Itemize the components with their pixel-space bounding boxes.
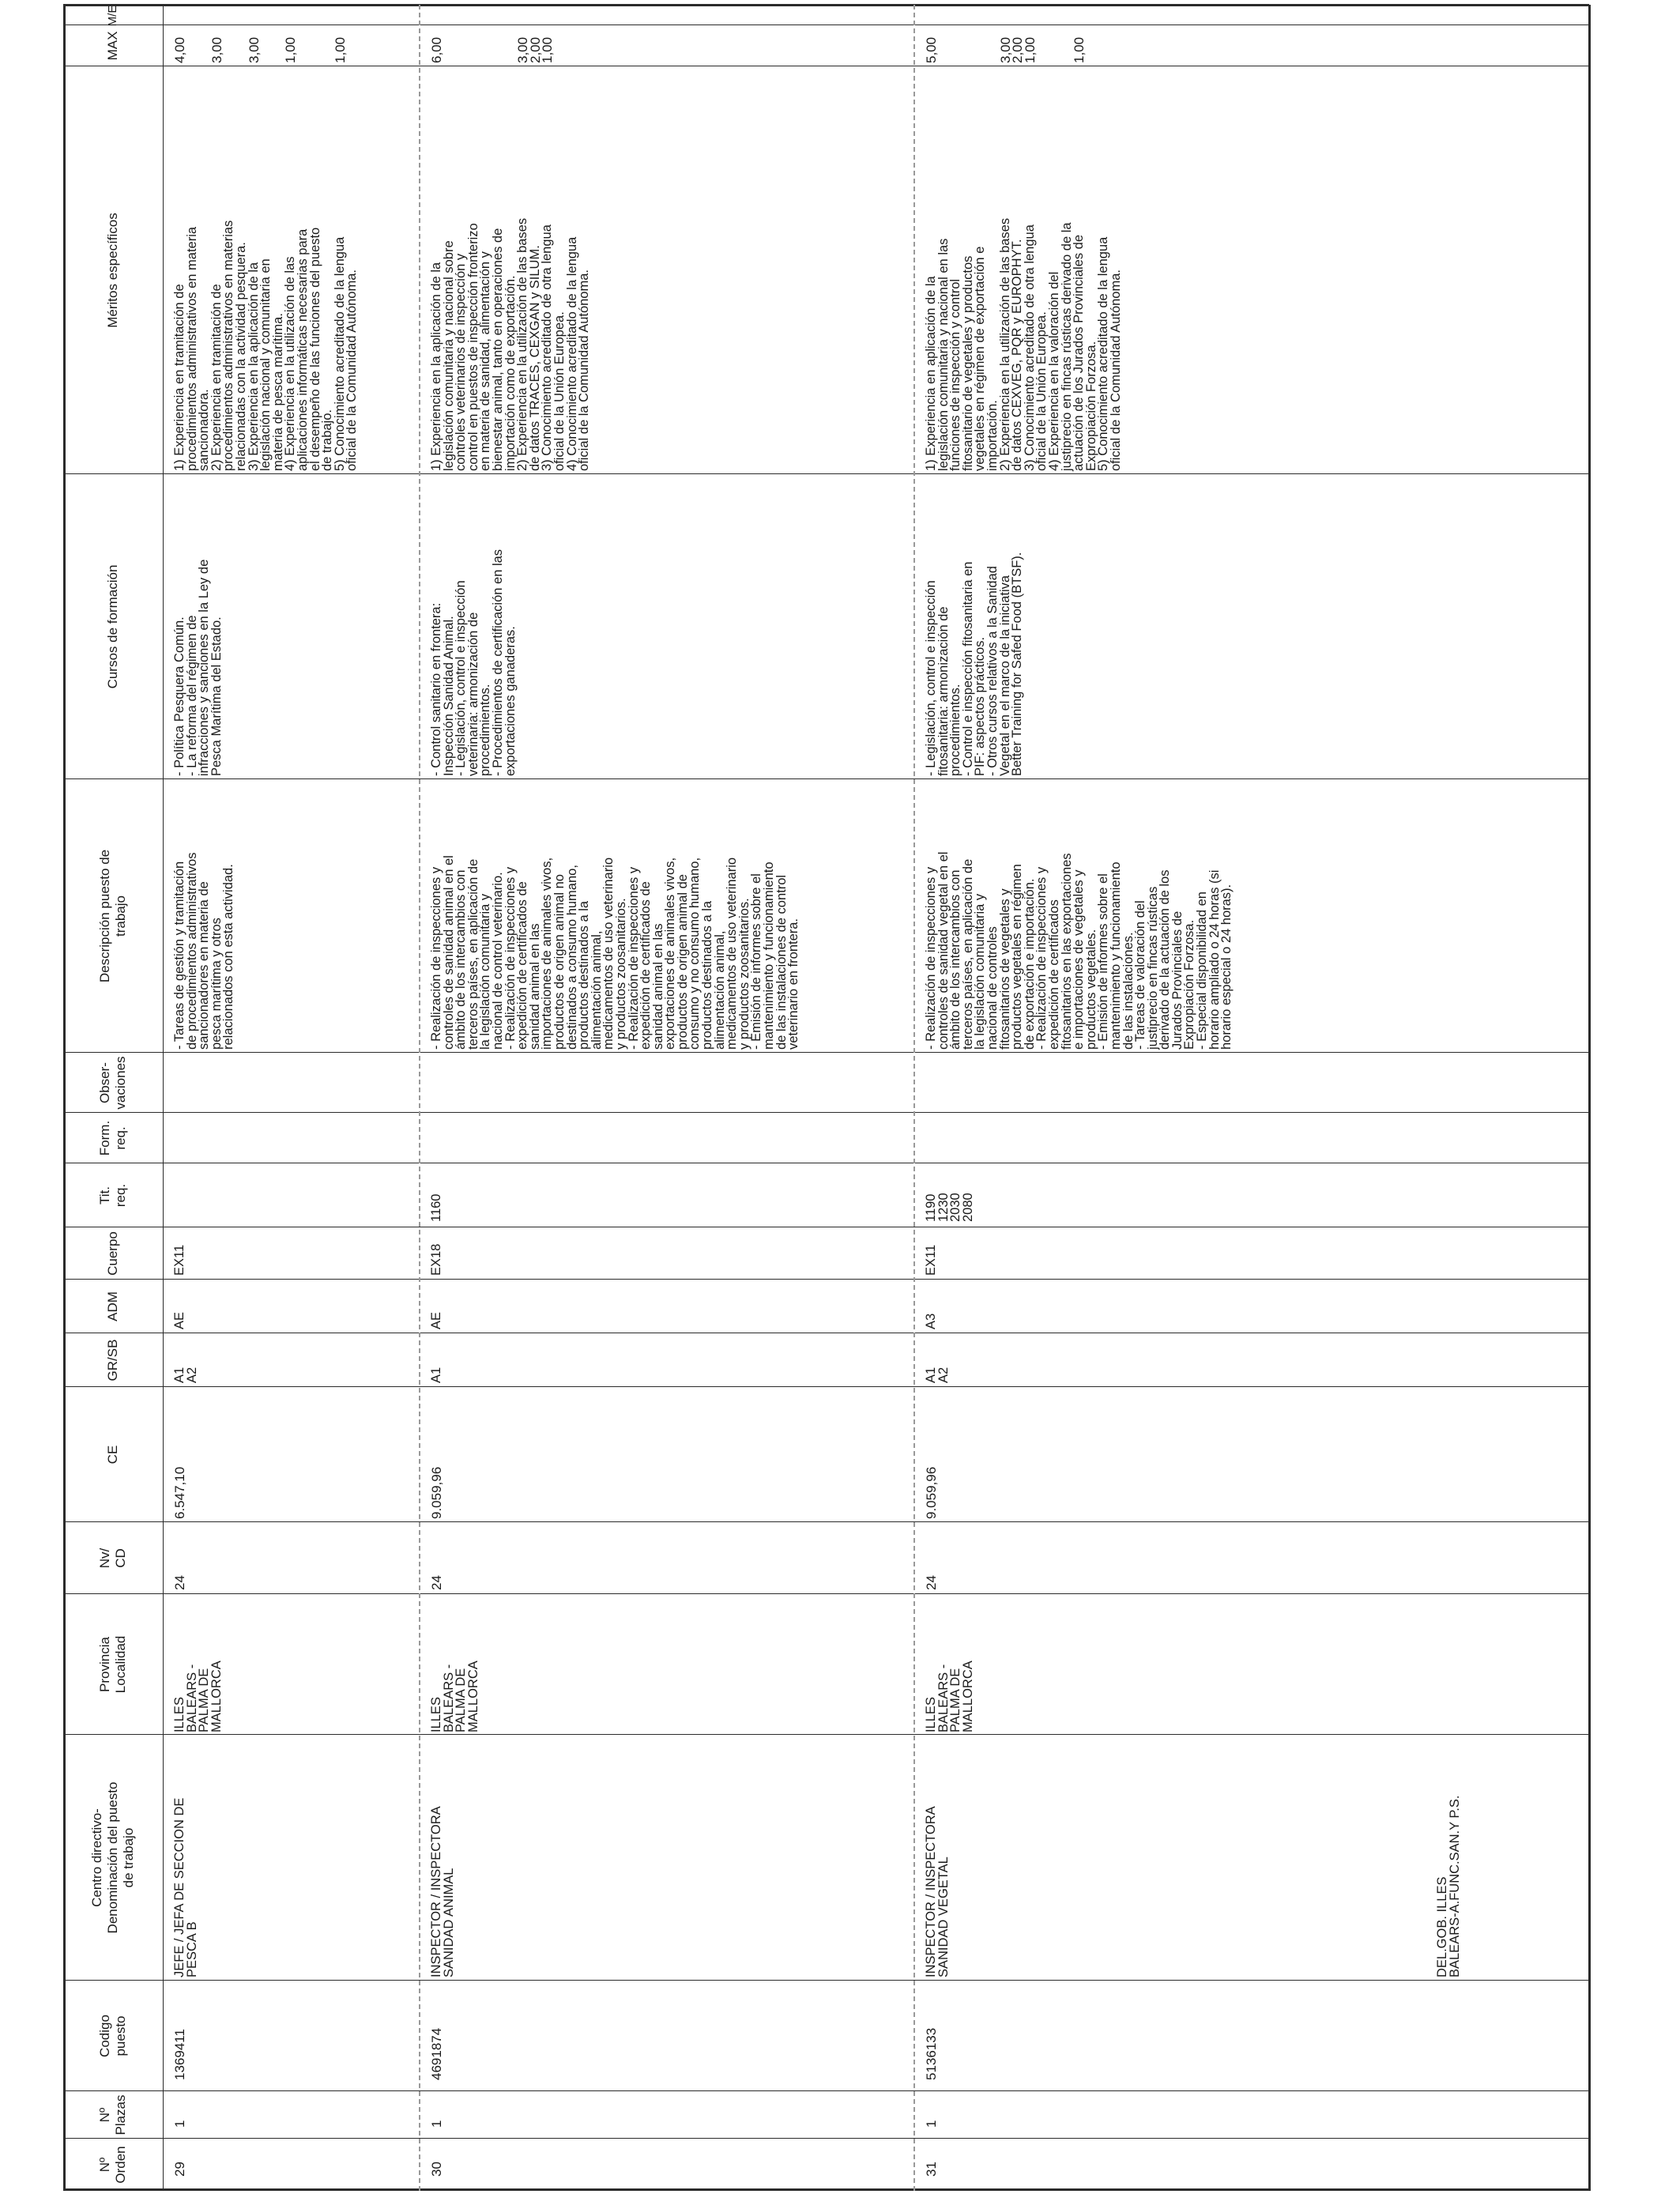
column-divider bbox=[63, 473, 1589, 474]
codigo-cell: 5136133 bbox=[924, 2027, 939, 2080]
nivel-cell: 24 bbox=[172, 1575, 187, 1590]
column-divider bbox=[63, 778, 1589, 779]
adm-cell: A3 bbox=[924, 1313, 938, 1329]
codigo-cell: 1369411 bbox=[172, 2029, 187, 2080]
ce-cell: 9.059,96 bbox=[924, 1466, 939, 1519]
grupo-cell: A1 A2 bbox=[172, 1367, 199, 1383]
nivel-cell: 24 bbox=[429, 1575, 444, 1590]
column-divider bbox=[63, 2090, 1589, 2091]
cuerpo-cell: EX11 bbox=[172, 1244, 186, 1276]
cursos-cell: - Control sanitario en frontera: Inspección Sanidad Animal. - Legislación, control e inspección veterinaria: armonización de procedimientos. - Procedimientos de certificación en las exportaciones ganaderas. bbox=[429, 548, 518, 776]
provincia-cell: ILLES BALEARS - PALMA DE MALLORCA bbox=[429, 1661, 480, 1732]
column-divider bbox=[63, 1593, 1589, 1594]
header-provincia: Provincia Localidad bbox=[97, 1635, 128, 1694]
header-nivel: Nv/ CD bbox=[97, 1547, 128, 1569]
adm-cell: AE bbox=[429, 1311, 443, 1329]
header-cuerpo: Cuerpo bbox=[105, 1231, 120, 1276]
centro-cell: INSPECTOR / INSPECTORA SANIDAD VEGETAL bbox=[924, 1806, 951, 1977]
centro-cell: INSPECTOR / INSPECTORA SANIDAD ANIMAL bbox=[429, 1806, 456, 1977]
header-me: M/E bbox=[106, 5, 119, 27]
header-centro: Centro directivo- Denominación del puesto de trabajo bbox=[89, 1781, 136, 1934]
column-divider bbox=[63, 1521, 1589, 1522]
header-tit: Tit. req. bbox=[97, 1183, 128, 1208]
meritos-cell: 1) Experiencia en la aplicación de la legislación comunitaria y nacional sobre controles veterinarios de inspección y control en puestos de inspección fronterizo en materia de sanidad, alimentación y bienestar animal, tanto en operaciones de importación como de exportación. 2) Experiencia en la utilización de las bases de datos TRACES, CEXGAN y SILUM. 3) Conocimiento acreditado de otra lengua oficial de la Unión Europea. 4) Conocimiento acreditado de la lengua oficial de la Comunidad Autónoma. bbox=[429, 217, 592, 471]
ce-cell: 9.059,96 bbox=[429, 1466, 444, 1519]
delegation-footer-note: DEL.GOB. ILLES BALEARS-A.FUNC.SAN.Y P.S. bbox=[1435, 1795, 1462, 1977]
ce-cell: 6.547,10 bbox=[172, 1466, 187, 1519]
orden-cell: 29 bbox=[172, 2162, 187, 2177]
header-descripcion: Descripción puesto de trabajo bbox=[97, 849, 128, 983]
table-right-border bbox=[63, 4, 1589, 6]
column-divider bbox=[63, 1052, 1589, 1053]
plazas-cell: 1 bbox=[429, 2120, 444, 2128]
cuerpo-cell: EX18 bbox=[429, 1243, 443, 1276]
header-grupo: GR/SB bbox=[105, 1339, 120, 1382]
column-divider bbox=[63, 1112, 1589, 1113]
codigo-cell: 4691874 bbox=[429, 2027, 444, 2080]
grupo-cell: A1 bbox=[429, 1367, 443, 1383]
column-divider bbox=[63, 2138, 1589, 2139]
orden-cell: 31 bbox=[924, 2162, 939, 2177]
header-observaciones: Obser- vaciones bbox=[97, 1056, 128, 1110]
plazas-cell: 1 bbox=[924, 2120, 939, 2128]
table-left-border bbox=[63, 2188, 1589, 2191]
column-divider bbox=[63, 1386, 1589, 1387]
header-adm: ADM bbox=[105, 1291, 120, 1321]
provincia-cell: ILLES BALEARS - PALMA DE MALLORCA bbox=[172, 1661, 224, 1732]
provincia-cell: ILLES BALEARS - PALMA DE MALLORCA bbox=[924, 1661, 975, 1732]
column-divider bbox=[63, 1980, 1589, 1981]
row-divider bbox=[419, 5, 420, 2191]
header-form: Form. req. bbox=[97, 1120, 128, 1156]
descripcion-cell: - Realización de inspecciones y controles de sanidad animal en el ámbito de los intercambios con terceros países, en aplicación de la legislación comunitaria y nacional de control veterinario. - Realización de inspecciones y expedición de certificados de sanidad animal en las importaciones de animales vivos, productos de origen animal no destinados a consumo humano, productos destinados a la alimentación animal, medicamentos de uso veterinario y productos zoosanitarios. - Realización de inspecciones y expedición de certificados de sanidad animal en las exportaciones de animales vivos, productos de origen animal de consumo y no consumo humano, productos destinados a la alimentación animal, medicamentos de uso veterinario y productos zoosanitarios. - Emisión de informes sobre el mantenimiento y funcionamiento de las instalaciones de control veterinario en frontera. bbox=[429, 855, 801, 1050]
header-ce: CE bbox=[105, 1445, 120, 1465]
descripcion-cell: - Tareas de gestión y tramitación de procedimientos administrativos sancionadores en materia de pesca marítima y otros relacionados con esta actividad. bbox=[172, 852, 236, 1050]
header-plazas: Nº Plazas bbox=[97, 2094, 128, 2136]
row-divider bbox=[913, 5, 915, 2191]
table-bottom-border bbox=[1588, 5, 1591, 2191]
tit-cell: 1160 bbox=[429, 1193, 443, 1222]
adm-cell: AE bbox=[172, 1311, 186, 1329]
header-max: MAX bbox=[105, 31, 120, 61]
header-meritos: Méritos específicos bbox=[105, 213, 120, 328]
max-cell: 4,00 3,00 3,00 1,00 1,00 bbox=[172, 36, 348, 63]
max-cell: 6,00 3,00 2,00 1,00 bbox=[429, 36, 556, 63]
centro-cell: JEFE / JEFA DE SECCION DE PESCA B bbox=[172, 1797, 199, 1977]
plazas-cell: 1 bbox=[172, 2120, 187, 2128]
cursos-cell: - Legislación, control e inspección fitosanitaria: armonización de procedimientos. - Control e inspección fitosanitaria en PIF: aspectos prácticos. - Otros cursos relativos a la Sanidad Vegetal en el marco de la iniciativa Better Training for Safed Food (BTSF). bbox=[924, 552, 1025, 776]
header-cursos: Cursos de formación bbox=[105, 564, 120, 689]
column-divider bbox=[63, 1734, 1589, 1735]
meritos-cell: 1) Experiencia en aplicación de la legislación comunitaria y nacional en las funciones de inspección y control fitosanitario de vegetales y productos vegetales en régimen de exportación e importación. 2) Experiencia en la utilización de las bases de datos CEXVEG, PQR y EUROPHYT. 3) Conocimiento acreditado de otra lengua oficial de la Unión Europea. 4) Experiencia en la valoración del justiprecio en fincas rústicas derivado de la actuación de los Jurados Provinciales de Expropiación Forzosa. 5) Conocimiento acreditado de la lengua oficial de la Comunidad Autónoma. bbox=[924, 217, 1123, 471]
descripcion-cell: - Realización de inspecciones y controles de sanidad vegetal en el ámbito de los intercambios con terceros países, en aplicación de la legislación comunitaria y nacional de controles fitosanitarios de vegetales y productos vegetales en régimen de exportación e importación. - Realización de inspecciones y expedición de certificados fitosanitarios en las exportaciones e importaciones de vegetales y productos vegetales. - Emisión de informes sobre el mantenimiento y funcionamiento de las instalaciones. - Tareas de valoración del justiprecio en fincas rústicas derivado de la actuación de los Jurados Provinciales de Expropiación Forzosa. - Especial disponibilidad en horario ampliado o 24 horas (si horario especial o 24 horas). bbox=[924, 851, 1234, 1050]
job-positions-table bbox=[63, 5, 1589, 2191]
nivel-cell: 24 bbox=[924, 1575, 939, 1590]
column-divider bbox=[63, 1279, 1589, 1280]
header-codigo: Codigo puesto bbox=[97, 2015, 128, 2057]
cuerpo-cell: EX11 bbox=[924, 1244, 938, 1276]
grupo-cell: A1 A2 bbox=[924, 1367, 951, 1383]
orden-cell: 30 bbox=[429, 2162, 444, 2177]
header-bottom-border bbox=[163, 5, 164, 2191]
header-orden: Nº Orden bbox=[97, 2146, 128, 2184]
max-cell: 5,00 3,00 2,00 1,00 1,00 bbox=[924, 36, 1087, 63]
cursos-cell: - Política Pesquera Común. - La reforma del régimen de infracciones y sanciones en la Ley de Pesca Marítima del Estado. bbox=[172, 559, 224, 776]
meritos-cell: 1) Experiencia en tramitación de procedimientos administrativos en materia sancionadora. 2) Experiencia en tramitación de procedimientos administrativos en materias relacionadas con la actividad pesquera. 3) Experiencia en la aplicación de la legislación nacional y comunitaria en materia de pesca marítima. 4) Experiencia en la utilización de las aplicaciones informáticas necesarias para el desempeño de las funciones del puesto de trabajo. 5) Conocimiento acreditado de la lengua oficial de la Comunidad Autónoma. bbox=[172, 220, 360, 471]
tit-cell: 1190 1230 2030 2080 bbox=[924, 1193, 975, 1222]
